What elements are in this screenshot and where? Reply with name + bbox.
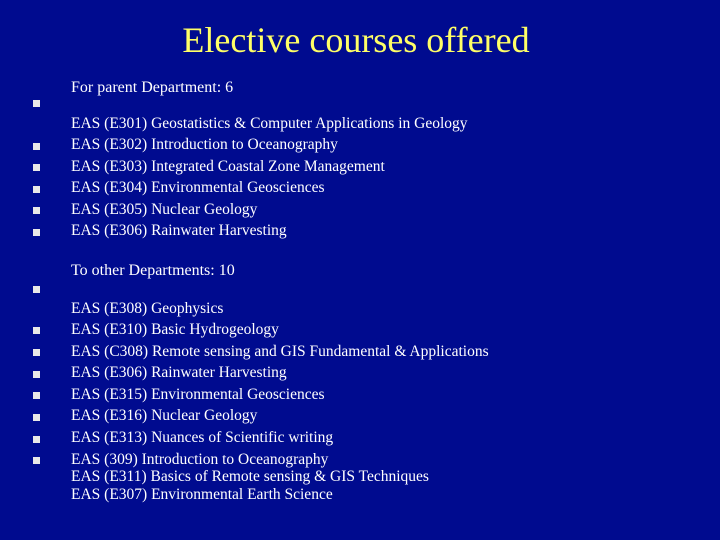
bullet-icon	[33, 457, 40, 464]
parent-course-item: EAS (E306) Rainwater Harvesting	[71, 222, 287, 239]
bullet-icon	[33, 327, 40, 334]
other-course-item: EAS (E306) Rainwater Harvesting	[71, 364, 287, 381]
other-course-item: EAS (E316) Nuclear Geology	[71, 407, 258, 424]
bullet-icon	[33, 100, 40, 107]
bullet-icon	[33, 371, 40, 378]
parent-course-item: EAS (E303) Integrated Coastal Zone Management	[71, 158, 385, 175]
parent-course-item: EAS (E301) Geostatistics & Computer Applications in Geology	[71, 115, 468, 132]
bullet-icon	[33, 414, 40, 421]
other-course-item: EAS (E311) Basics of Remote sensing & GIS Techniques	[71, 468, 429, 485]
bullet-icon	[33, 164, 40, 171]
other-course-item: EAS (E308) Geophysics	[71, 300, 224, 317]
bullet-icon	[33, 349, 40, 356]
parent-course-item: EAS (E302) Introduction to Oceanography	[71, 136, 338, 153]
slide-title: Elective courses offered	[182, 20, 530, 60]
bullet-icon	[33, 229, 40, 236]
parent-department-count: 6	[225, 79, 234, 96]
other-departments-label: To other Departments:	[71, 262, 215, 279]
parent-department-label: For parent Department:	[71, 79, 222, 96]
other-departments-count: 10	[218, 262, 235, 279]
other-course-item: EAS (E315) Environmental Geosciences	[71, 386, 325, 403]
bullet-icon	[33, 207, 40, 214]
bullet-icon	[33, 186, 40, 193]
other-course-item: EAS (E313) Nuances of Scientific writing	[71, 429, 334, 446]
parent-course-item: EAS (E304) Environmental Geosciences	[71, 179, 325, 196]
bullet-icon	[33, 143, 40, 150]
bullet-icon	[33, 436, 40, 443]
other-course-item: EAS (C308) Remote sensing and GIS Fundamental & Applications	[71, 343, 489, 360]
other-departments-heading	[71, 261, 235, 281]
parent-course-item: EAS (E305) Nuclear Geology	[71, 201, 258, 218]
bullet-icon	[33, 392, 40, 399]
other-course-item: EAS (E310) Basic Hydrogeology	[71, 321, 279, 338]
other-course-item: EAS (E307) Environmental Earth Science	[71, 486, 333, 503]
parent-department-heading	[71, 78, 233, 98]
other-course-item: EAS (309) Introduction to Oceanography	[71, 451, 329, 468]
bullet-icon	[33, 286, 40, 293]
